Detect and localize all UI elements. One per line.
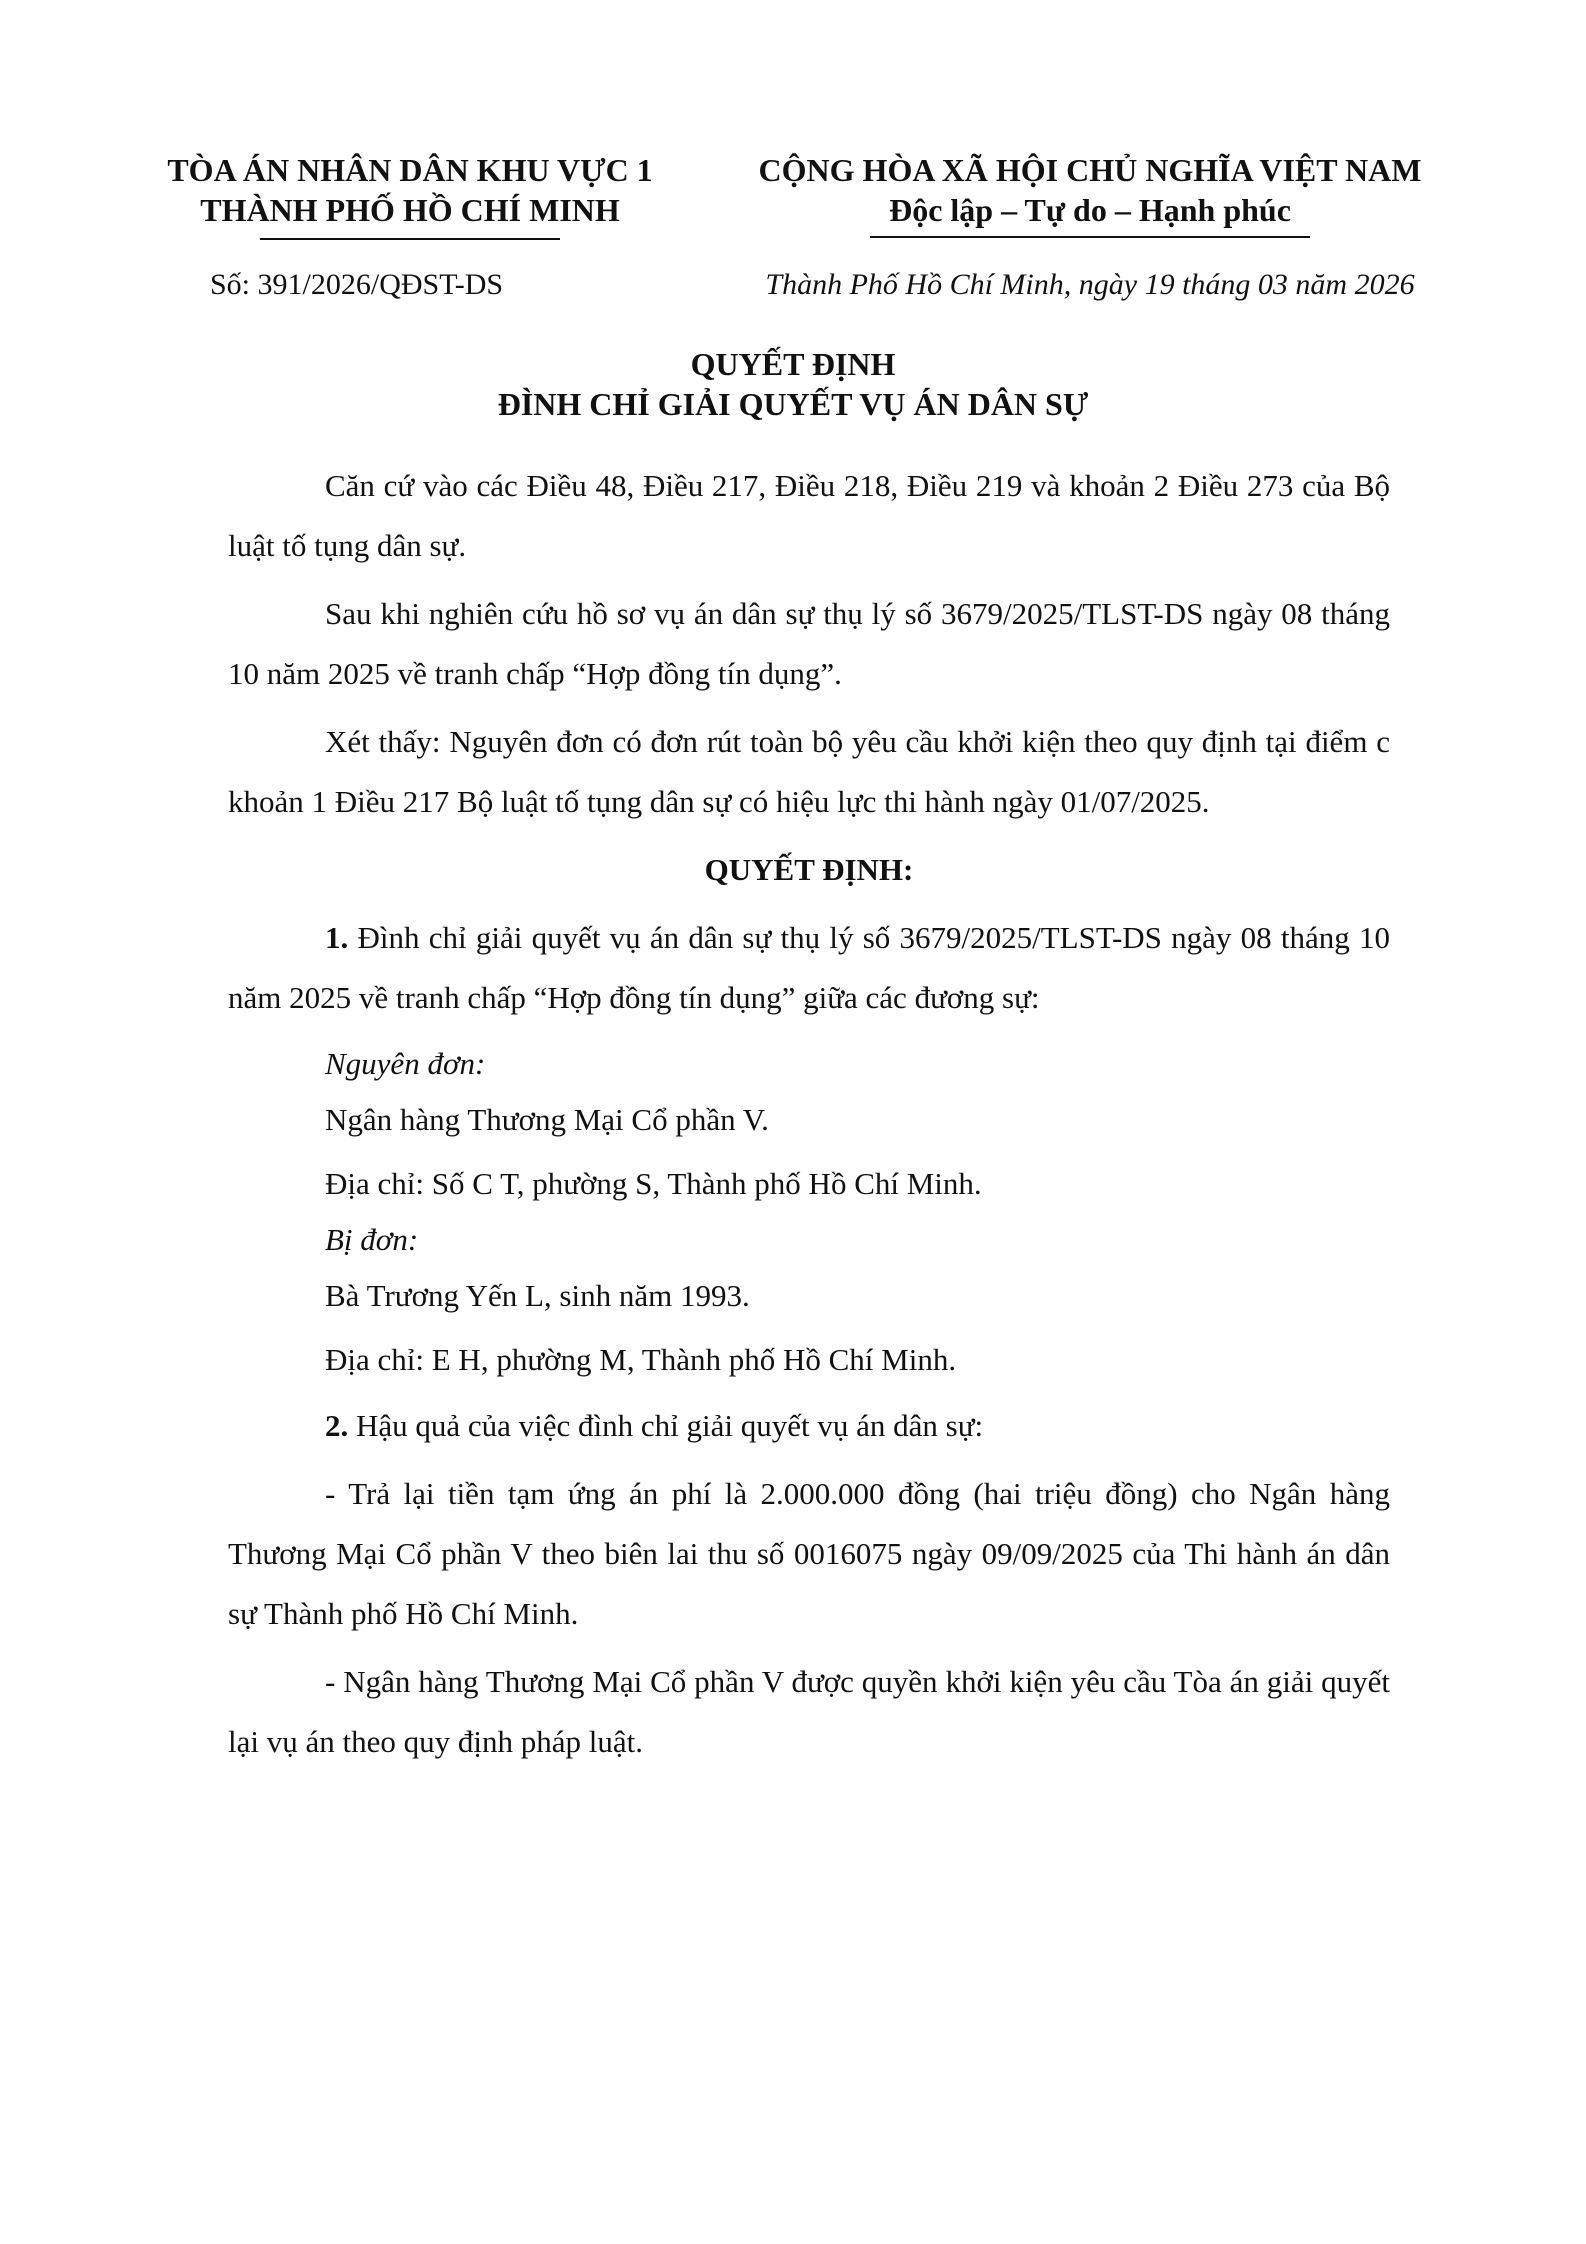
national-header <box>720 150 1460 238</box>
consider-paragraph: Xét thấy: Nguyên đơn có đơn rút toàn bộ yêu cầu khởi kiện theo quy định tại điểm c khoản 1 Điều 217 Bộ luật tố tụng dân sự có hiệu lực thi hành ngày 01/07/2025. <box>228 724 1390 819</box>
plaintiff-name: Ngân hàng Thương Mại Cổ phần V. <box>325 1102 769 1137</box>
document-body <box>228 456 1390 1780</box>
court-name-line1: TÒA ÁN NHÂN DÂN KHU VỰC 1 <box>167 152 653 188</box>
title-line2: ĐÌNH CHỈ GIẢI QUYẾT VỤ ÁN DÂN SỰ <box>497 386 1089 422</box>
defendant-label <box>228 1212 1390 1268</box>
court-underline <box>260 238 560 240</box>
plaintiff-address: Địa chỉ: Số C T, phường S, Thành phố Hồ Chí Minh. <box>325 1166 982 1201</box>
item-2-paragraph <box>228 1396 1390 1456</box>
decision-heading: QUYẾT ĐỊNH: <box>704 852 914 887</box>
defendant-label-text: Bị đơn: <box>325 1222 419 1257</box>
review-paragraph: Sau khi nghiên cứu hồ sơ vụ án dân sự thụ lý số 3679/2025/TLST-DS ngày 08 tháng 10 năm 2025 về tranh chấp “Hợp đồng tín dụng”. <box>228 596 1390 691</box>
court-name-line2: THÀNH PHỐ HỒ CHÍ MINH <box>200 192 620 228</box>
court-header <box>140 150 680 240</box>
item-1-paragraph <box>228 908 1390 1028</box>
item-1-number: 1. <box>325 920 349 955</box>
title-line1: QUYẾT ĐỊNH <box>690 346 896 382</box>
basis-paragraph: Căn cứ vào các Điều 48, Điều 217, Điều 218, Điều 219 và khoản 2 Điều 273 của Bộ luật tố tụng dân sự. <box>228 468 1390 563</box>
nation-motto: Độc lập – Tự do – Hạnh phúc <box>889 192 1291 228</box>
plaintiff-label-text: Nguyên đơn: <box>325 1046 486 1081</box>
place-date: Thành Phố Hồ Chí Minh, ngày 19 tháng 03 năm 2026 <box>765 268 1415 301</box>
motto-underline <box>870 236 1310 238</box>
item-2-number: 2. <box>325 1408 349 1443</box>
document-number: Số: 391/2026/QĐST-DS <box>210 268 504 301</box>
consequence-1-paragraph: - Trả lại tiền tạm ứng án phí là 2.000.000 đồng (hai triệu đồng) cho Ngân hàng Thương Mại Cổ phần V theo biên lai thu số 0016075 ngày 09/09/2025 của Thi hành án dân sự Thành phố Hồ Chí Minh. <box>228 1476 1390 1631</box>
item-1-text: Đình chỉ giải quyết vụ án dân sự thụ lý số 3679/2025/TLST-DS ngày 08 tháng 10 năm 2025 về tranh chấp “Hợp đồng tín dụng” giữa các đương sự: <box>228 920 1390 1015</box>
document-title <box>140 344 1446 424</box>
plaintiff-label <box>228 1036 1390 1092</box>
defendant-address: Địa chỉ: E H, phường M, Thành phố Hồ Chí Minh. <box>325 1342 957 1377</box>
item-2-text: Hậu quả của việc đình chỉ giải quyết vụ án dân sự: <box>348 1408 984 1443</box>
defendant-name: Bà Trương Yến L, sinh năm 1993. <box>325 1278 750 1313</box>
nation-title: CỘNG HÒA XÃ HỘI CHỦ NGHĨA VIỆT NAM <box>758 152 1422 188</box>
consequence-2-paragraph: - Ngân hàng Thương Mại Cổ phần V được quyền khởi kiện yêu cầu Tòa án giải quyết lại vụ án theo quy định pháp luật. <box>228 1664 1390 1759</box>
